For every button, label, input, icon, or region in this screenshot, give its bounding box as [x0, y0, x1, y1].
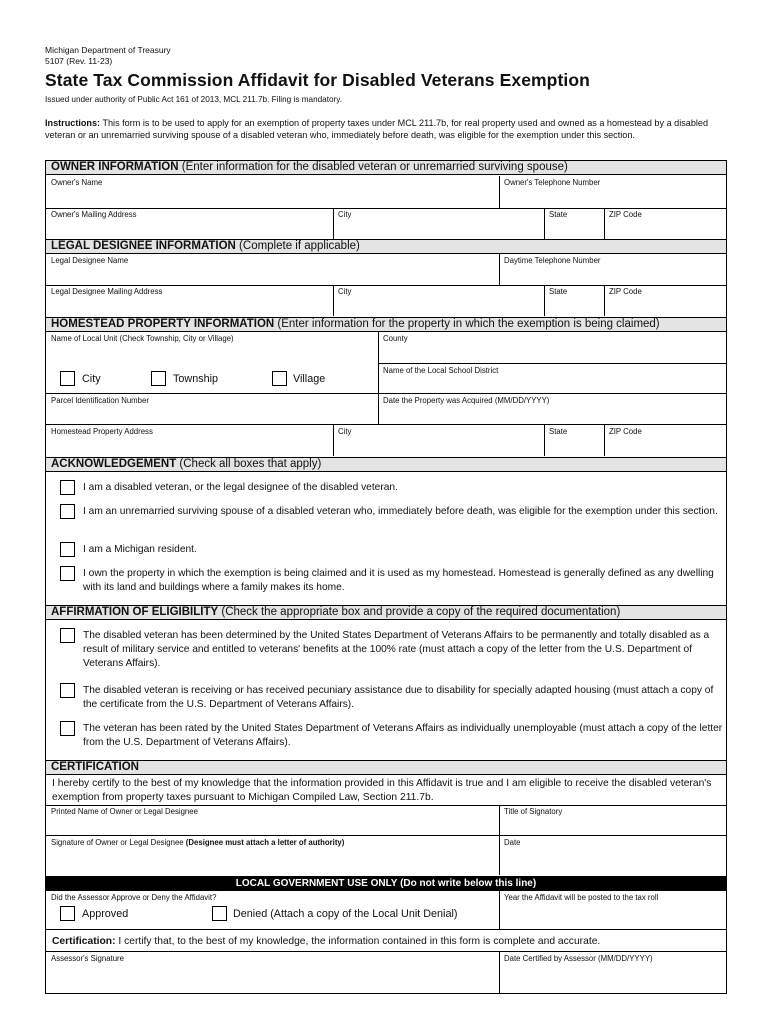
acquired-date-field[interactable] — [379, 393, 726, 424]
certification-section-title: CERTIFICATION — [51, 761, 139, 773]
designee-name-field[interactable] — [46, 254, 499, 285]
designee-zip-field[interactable] — [605, 285, 726, 316]
homestead-section-title: HOMESTEAD PROPERTY INFORMATION — [51, 318, 275, 330]
signature-date-label: Date — [504, 838, 521, 847]
designee-name-label: Legal Designee Name — [51, 256, 129, 265]
owner-signature-field[interactable] — [46, 835, 499, 875]
certification-statement: I hereby certify to the best of my knowledge that the information provided in this Affidavit is true and I am eligible to receive the disabled veteran's exemption from property taxes pursuant to Michigan Compiled Law, Section 211.7b. — [52, 778, 712, 803]
designee-state-label: State — [549, 287, 568, 296]
page-title: State Tax Commission Affidavit for Disabled Veterans Exemption — [45, 70, 590, 90]
designee-city-label: City — [338, 287, 352, 296]
designee-address-label: Legal Designee Mailing Address — [51, 287, 163, 296]
affirmation-item: The disabled veteran has been determined by the United States Department of Veterans Affairs to be permanently and totally disabled as a result of military service and entitled to veterans' benefits at the 100% rate (must attach a copy of the letter from the U.S. Department of Veterans Affairs). — [83, 630, 710, 669]
affirmation-item: The veteran has been rated by the United States Department of Veterans Affairs as individually unemployable (must attach a copy of the letter from the U.S. Department of Veterans Affairs). — [83, 723, 723, 748]
issued-authority: Issued under authority of Public Act 161 of 2013, MCL 211.7b. Filing is mandatory. — [45, 95, 343, 104]
ack-item: I own the property in which the exemption is being claimed and it is used as my homestead. Homestead is generally defined as any dwelling with its land and buildings where a family makes its home. — [83, 568, 714, 593]
designee-state-field[interactable] — [545, 285, 604, 316]
ack-owns-property-checkbox[interactable] — [60, 566, 75, 581]
owner-city-label: City — [338, 210, 352, 219]
form-number: 5107 (Rev. 11-23) — [45, 56, 113, 66]
signature-label-text: Signature of Owner or Legal Designee — [51, 838, 186, 847]
designee-city-field[interactable] — [334, 285, 544, 316]
signatory-title-field[interactable] — [500, 805, 726, 835]
owner-section-header — [46, 161, 726, 175]
school-district-field[interactable] — [379, 363, 726, 393]
owner-section-title: OWNER INFORMATION — [51, 161, 179, 173]
date-certified-field[interactable] — [500, 951, 726, 993]
owner-name-label: Owner's Name — [51, 178, 103, 187]
signature-label-note: (Designee must attach a letter of authority) — [185, 838, 345, 847]
ack-michigan-resident-checkbox[interactable] — [60, 542, 75, 557]
acknowledgement-section-subtitle: (Check all boxes that apply) — [176, 458, 322, 470]
owner-state-field[interactable] — [545, 208, 604, 239]
homestead-city-field[interactable] — [334, 424, 544, 456]
approved-label: Approved — [82, 908, 129, 920]
owner-section-subtitle: (Enter information for the disabled veteran or unremarried surviving spouse) — [178, 161, 568, 173]
owner-zip-field[interactable] — [605, 208, 726, 239]
affirmation-item: The disabled veteran is receiving or has received pecuniary assistance due to disability for specially adapted housing (must attach a copy of the certificate from the U.S. Department of Veterans Affairs). — [83, 685, 714, 710]
acknowledgement-section-header — [46, 457, 726, 472]
county-label: County — [383, 334, 408, 343]
instructions — [45, 117, 735, 141]
county-field[interactable] — [379, 332, 726, 363]
local-unit-township-label: Township — [173, 373, 219, 385]
local-unit-label: Name of Local Unit (Check Township, City or Village) — [51, 334, 234, 343]
certification-section-header — [46, 760, 726, 775]
parcel-id-label: Parcel Identification Number — [51, 396, 149, 405]
assessor-certification-text: I certify that, to the best of my knowledge, the information contained in this form is complete and accurate. — [115, 936, 601, 947]
signatory-title-label: Title of Signatory — [504, 807, 563, 816]
owner-zip-label: ZIP Code — [609, 210, 642, 219]
owner-phone-label: Owner's Telephone Number — [504, 178, 601, 187]
ack-item: I am a Michigan resident. — [83, 544, 197, 555]
assessor-certification — [52, 935, 600, 948]
owner-phone-field[interactable] — [500, 176, 726, 208]
owner-state-label: State — [549, 210, 568, 219]
date-certified-label: Date Certified by Assessor (MM/DD/YYYY) — [504, 954, 653, 963]
local-government-bar: LOCAL GOVERNMENT USE ONLY (Do not write below this line) — [46, 876, 726, 891]
designee-section-subtitle: (Complete if applicable) — [235, 240, 360, 252]
owner-address-field[interactable] — [46, 208, 333, 239]
homestead-section-subtitle: (Enter information for the property in which the exemption is being claimed) — [274, 318, 660, 330]
tax-roll-year-field[interactable] — [500, 891, 726, 929]
affirmation-section-header — [46, 605, 726, 620]
homestead-section-header — [46, 317, 726, 332]
school-district-label: Name of the Local School District — [383, 366, 499, 375]
homestead-zip-field[interactable] — [605, 424, 726, 456]
tax-roll-year-label: Year the Affidavit will be posted to the tax roll — [504, 893, 659, 902]
affirmation-section-title: AFFIRMATION OF ELIGIBILITY — [51, 606, 219, 618]
owner-city-field[interactable] — [334, 208, 544, 239]
assessor-signature-field[interactable] — [46, 951, 499, 993]
designee-phone-field[interactable] — [500, 254, 726, 285]
assessor-decision-label: Did the Assessor Approve or Deny the Affidavit? — [51, 893, 217, 902]
designee-zip-label: ZIP Code — [609, 287, 642, 296]
homestead-address-field[interactable] — [46, 424, 333, 456]
homestead-state-label: State — [549, 427, 568, 436]
affirm-total-disability-checkbox[interactable] — [60, 628, 75, 643]
homestead-city-label: City — [338, 427, 352, 436]
local-unit-village-label: Village — [293, 373, 326, 385]
ack-item: I am an unremarried surviving spouse of a disabled veteran who, immediately before death, was eligible for the exemption under this section. — [83, 506, 718, 517]
assessor-signature-label: Assessor's Signature — [51, 954, 124, 963]
acquired-date-label: Date the Property was Acquired (MM/DD/YYYY) — [383, 396, 550, 405]
designee-phone-label: Daytime Telephone Number — [504, 256, 601, 265]
acknowledgement-section-title: ACKNOWLEDGEMENT — [51, 458, 177, 470]
affirm-unemployable-checkbox[interactable] — [60, 721, 75, 736]
owner-name-field[interactable] — [46, 176, 499, 208]
denied-label: Denied (Attach a copy of the Local Unit Denial) — [233, 908, 458, 920]
local-unit-city-checkbox[interactable] — [60, 371, 75, 386]
designee-section-title: LEGAL DESIGNEE INFORMATION — [51, 240, 236, 252]
owner-address-label: Owner's Mailing Address — [51, 210, 137, 219]
instructions-label: Instructions: — [45, 118, 101, 128]
designee-address-field[interactable] — [46, 285, 333, 316]
signature-date-field[interactable] — [500, 835, 726, 875]
parcel-id-field[interactable] — [46, 393, 378, 424]
affirmation-section-subtitle: (Check the appropriate box and provide a copy of the required documentation) — [218, 606, 621, 618]
instructions-text: This form is to be used to apply for an exemption of property taxes under MCL 211.7b, for real property used and owned as a homestead by a disabled veteran or an unremarried surviving spouse of a disabled veteran who, immediately before death, was eligible for the exemption under this section. — [45, 118, 709, 140]
approved-checkbox[interactable] — [60, 906, 75, 921]
printed-name-field[interactable] — [46, 805, 499, 835]
affidavit-form — [45, 160, 727, 994]
assessor-certification-label: Certification: — [52, 936, 116, 947]
ack-disabled-veteran-checkbox[interactable] — [60, 480, 75, 495]
ack-surviving-spouse-checkbox[interactable] — [60, 504, 75, 519]
denied-checkbox[interactable] — [212, 906, 227, 921]
local-unit-township-checkbox[interactable] — [151, 371, 166, 386]
local-unit-city-label: City — [82, 373, 101, 385]
agency-name: Michigan Department of Treasury — [45, 45, 171, 55]
homestead-address-label: Homestead Property Address — [51, 427, 153, 436]
designee-section-header — [46, 239, 726, 254]
homestead-state-field[interactable] — [545, 424, 604, 456]
ack-item: I am a disabled veteran, or the legal designee of the disabled veteran. — [83, 482, 398, 493]
affirm-adapted-housing-checkbox[interactable] — [60, 683, 75, 698]
printed-name-label: Printed Name of Owner or Legal Designee — [51, 807, 198, 816]
homestead-zip-label: ZIP Code — [609, 427, 642, 436]
local-unit-village-checkbox[interactable] — [272, 371, 287, 386]
